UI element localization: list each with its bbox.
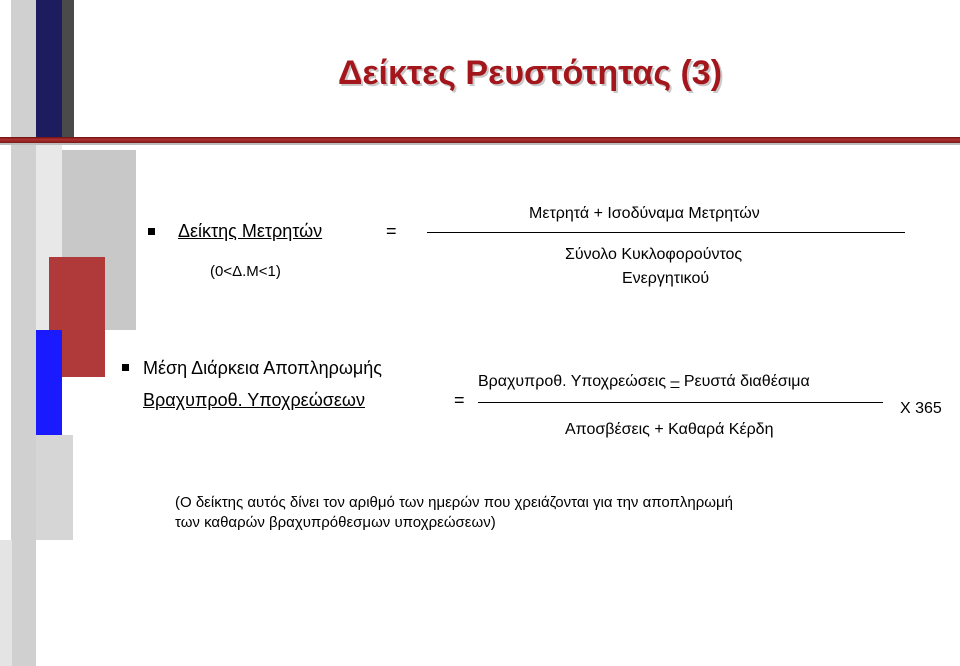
numerator-part1: Βραχυπροθ. Υποχρεώσεις [478,373,671,390]
cash-ratio-label [178,221,322,242]
title-divider-shadow [0,143,960,145]
numerator-minus: – [670,373,680,390]
bullet-icon [148,228,155,235]
repayment-duration-label-line2: Βραχυπροθ. Υποχρεώσεων [143,390,365,410]
explanatory-note-line1: (Ο δείκτης αυτός δίνει τον αριθμό των ημερών που χρειάζονται για την αποπληρωμή [175,494,733,511]
repayment-duration-fraction-line [478,402,883,403]
decor-bar-pale-gray [0,540,12,666]
repayment-duration-denominator: Αποσβέσεις + Καθαρά Κέρδη [565,421,774,438]
cash-ratio-label-text: Δείκτης Μετρητών [178,221,323,241]
decor-block-lower-gray [36,435,73,540]
cash-ratio-equals: = [386,221,397,241]
cash-ratio-denominator-line2: Ενεργητικού [622,270,710,287]
cash-ratio-numerator: Μετρητά + Ισοδύναμα Μετρητών [529,205,760,222]
repayment-duration-multiplier: Χ 365 [900,400,942,417]
decor-bar-light-gray [11,0,36,666]
bullet-icon [122,364,129,371]
cash-ratio-range: (0<Δ.Μ<1) [210,263,281,280]
repayment-duration-equals: = [454,390,465,410]
page-title: Δείκτες Ρευστότητας (3) [337,54,723,92]
numerator-part2: Ρευστά διαθέσιμα [679,373,810,390]
cash-ratio-fraction-line [427,232,905,233]
explanatory-note-line2: των καθαρών βραχυπρόθεσμων υποχρεώσεων) [175,514,496,531]
cash-ratio-denominator-line1: Σύνολο Κυκλοφορούντος [565,246,743,263]
repayment-duration-numerator [478,373,810,391]
decor-block-blue [36,330,62,435]
repayment-duration-label-line1: Μέση Διάρκεια Αποπληρωμής [143,358,382,378]
